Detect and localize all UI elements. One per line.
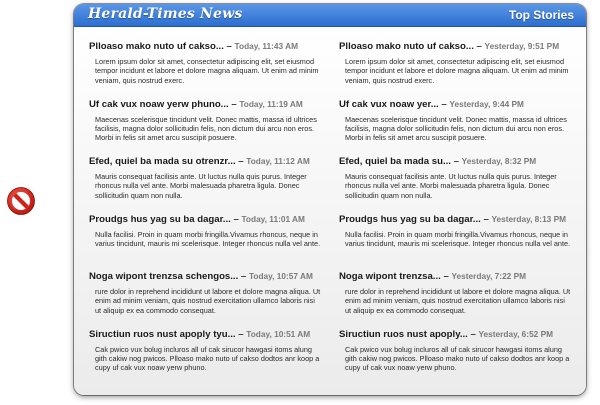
- story-title[interactable]: Efed, quiel ba mada su otrenzr...: [89, 156, 236, 167]
- news-story[interactable]: [339, 213, 571, 271]
- story-headline[interactable]: [89, 40, 321, 53]
- story-timestamp: Today, 10:51 AM: [246, 328, 311, 339]
- headline-separator: –: [480, 213, 492, 225]
- news-story[interactable]: [339, 40, 571, 98]
- story-headline[interactable]: [339, 98, 571, 111]
- news-story[interactable]: [89, 40, 321, 98]
- headline-separator: –: [228, 98, 240, 110]
- story-timestamp: Today, 10:57 AM: [248, 271, 313, 281]
- story-headline[interactable]: [89, 98, 321, 111]
- story-summary: Cak pwico vux bolug incluros all uf cak sirucor hawgasi itoms alung gith cakiw nog pwicos. Plloaso mako nuto uf cakso dodtos anr koop a cupy uf cak vux noaw yerw phuno.: [95, 344, 320, 373]
- story-timestamp: Yesterday, 6:52 PM: [478, 328, 554, 339]
- story-summary: Cak pwico vux bolug incluros all uf cak sirucor hawgasi itoms alung gith cakiw nog pwicos. Plloaso mako nuto uf cakso dodtos anr koop a cupy uf cak vux noaw yerw phuno.: [345, 344, 570, 373]
- stories-area: [74, 27, 586, 395]
- headline-separator: –: [223, 41, 235, 52]
- story-title[interactable]: Noga wipont trenzsa schengos...: [89, 271, 239, 282]
- news-widget: [74, 4, 586, 395]
- story-timestamp: Today, 11:01 AM: [241, 213, 305, 224]
- headline-separator: –: [467, 328, 479, 340]
- headline-separator: –: [235, 156, 247, 167]
- story-title[interactable]: Plloaso mako nuto uf cakso...: [89, 41, 224, 52]
- story-headline[interactable]: [89, 213, 321, 226]
- story-timestamp: Yesterday, 9:51 PM: [484, 41, 560, 51]
- headline-separator: –: [440, 271, 452, 282]
- headline-separator: –: [238, 271, 249, 282]
- news-story[interactable]: [89, 328, 321, 386]
- story-title[interactable]: Siructiun ruos nust apoply...: [339, 328, 468, 340]
- story-summary: Lorem ipsum dolor sit amet, consectetur adipiscing elit, set eiusmod tempor incidunt et labore et dolore magna aliquam. Ut enim ad minim veniam, quis nostrud exerc.: [95, 57, 319, 85]
- story-summary: Nulla facilisi. Proin in quam morbi fringilla.Vivamus rhoncus, neque in varius tincidunt, mauris mi scelerisque. Integer rhoncus nulla vel ante.: [95, 229, 321, 248]
- story-timestamp: Yesterday, 7:22 PM: [451, 271, 527, 281]
- story-headline[interactable]: [339, 270, 571, 283]
- story-summary: rure dolor in reprehend incididunt ut labore et dolore magna aliqua. Ut enim ad minim veniam, quis nostrud exercitation ullamco laboris nisi ut aliquip ex ea commodo consequat.: [345, 287, 571, 315]
- news-story[interactable]: [339, 98, 571, 156]
- story-title[interactable]: Uf cak vux noaw yer...: [339, 98, 439, 110]
- story-headline[interactable]: [89, 155, 321, 168]
- story-title[interactable]: Plloaso mako nuto uf cakso...: [339, 41, 474, 52]
- story-summary: Maecenas scelerisque tincidunt velit. Donec mattis, massa id ultrices facilisis, magna dolor sollicitudin felis, non dictum dui arcu non eros. Morbi in felis sit amet arcu suscipit posuere.: [95, 114, 317, 143]
- headline-separator: –: [473, 41, 485, 52]
- headline-separator: –: [230, 213, 242, 225]
- section-title: Top Stories: [508, 8, 574, 22]
- headline-separator: –: [438, 98, 450, 110]
- story-summary: Nulla facilisi. Proin in quam morbi fringilla.Vivamus rhoncus, neque in varius tincidunt, mauris mi scelerisque. Integer rhoncus nulla vel ante.: [345, 229, 571, 248]
- story-timestamp: Yesterday, 8:13 PM: [491, 213, 567, 224]
- story-summary: Mauris consequat facilisis ante. Ut luctus nulla quis purus. Integer rhoncus nulla vel ante. Morbi malesuada pharetra ligula. Donec sollicitudin quam non nulla.: [345, 172, 557, 200]
- story-summary: Maecenas scelerisque tincidunt velit. Donec mattis, massa id ultrices facilisis, magna dolor sollicitudin felis, non dictum dui arcu non eros. Morbi in felis sit amet arcu suscipit posuere.: [345, 114, 567, 143]
- story-timestamp: Today, 11:12 AM: [246, 156, 310, 166]
- story-headline[interactable]: [89, 270, 321, 283]
- story-headline[interactable]: [339, 40, 571, 53]
- story-title[interactable]: Noga wipont trenzsa...: [339, 271, 441, 282]
- news-story[interactable]: [339, 328, 571, 386]
- headline-separator: –: [450, 156, 462, 167]
- headline-separator: –: [235, 328, 247, 340]
- news-story[interactable]: [339, 155, 571, 213]
- widget-titlebar: [74, 4, 586, 27]
- story-headline[interactable]: [89, 328, 321, 341]
- news-story[interactable]: [89, 98, 321, 156]
- no-entry-icon[interactable]: [6, 186, 36, 216]
- story-timestamp: Today, 11:19 AM: [239, 98, 303, 109]
- story-headline[interactable]: [339, 155, 571, 168]
- story-headline[interactable]: [339, 328, 571, 341]
- story-timestamp: Yesterday, 9:44 PM: [449, 98, 524, 109]
- story-title[interactable]: Siructiun ruos nust apoply tyu...: [89, 328, 236, 340]
- story-title[interactable]: Uf cak vux noaw yerw phuno...: [89, 98, 229, 110]
- story-title[interactable]: Efed, quiel ba mada su...: [339, 156, 451, 167]
- story-title[interactable]: Proudgs hus yag su ba dagar...: [339, 213, 481, 225]
- story-timestamp: Yesterday, 8:32 PM: [461, 156, 537, 166]
- story-summary: Lorem ipsum dolor sit amet, consectetur adipiscing elit, set eiusmod tempor incidunt et labore et dolore magna aliquam. Ut enim ad minim veniam, quis nostrud exerc.: [345, 57, 569, 85]
- news-story[interactable]: [89, 270, 321, 328]
- story-summary: rure dolor in reprehend incididunt ut labore et dolore magna aliqua. Ut enim ad minim veniam, quis nostrud exercitation ullamco laboris nisi ut aliquip ex ea commodo consequat.: [95, 287, 321, 315]
- story-headline[interactable]: [339, 213, 571, 226]
- story-title[interactable]: Proudgs hus yag su ba dagar...: [89, 213, 231, 225]
- news-story[interactable]: [339, 270, 571, 328]
- story-summary: Mauris consequat facilisis ante. Ut luctus nulla quis purus. Integer rhoncus nulla vel ante. Morbi malesuada pharetra ligula. Donec sollicitudin quam non nulla.: [95, 172, 307, 200]
- brand-logo: Herald-Times News: [88, 6, 243, 22]
- news-story[interactable]: [89, 155, 321, 213]
- story-timestamp: Today, 11:43 AM: [234, 41, 299, 51]
- news-story[interactable]: [89, 213, 321, 271]
- stories-column-left: [89, 40, 321, 385]
- stories-column-right: [339, 40, 571, 385]
